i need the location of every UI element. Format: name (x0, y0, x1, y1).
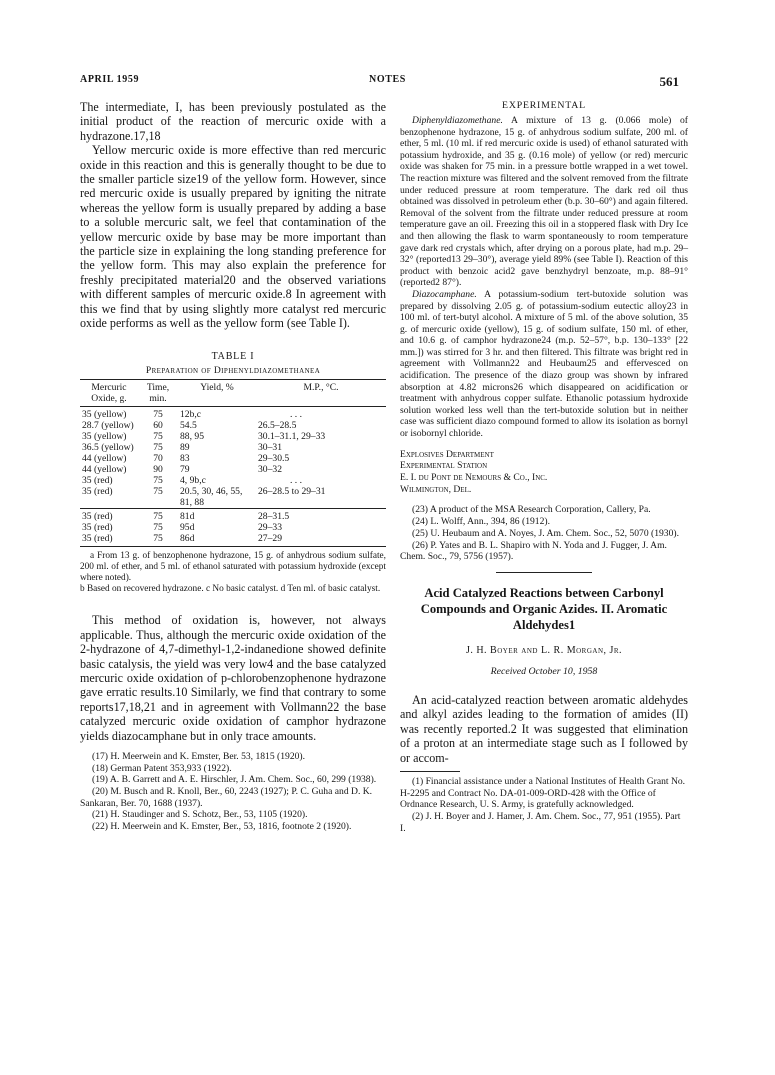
cell-mp: 30.1–31.1, 29–33 (258, 430, 326, 442)
article-title: Acid Catalyzed Reactions between Carbonyl Compounds and Organic Azides. II. Aromatic Aldehydes1 (420, 585, 668, 632)
article-divider (496, 572, 592, 573)
cell-yield: 89 (180, 441, 190, 453)
left-references (80, 751, 386, 833)
cell-time: 75 (153, 408, 163, 420)
footnote-1: (1) Financial assistance under a National Institutes of Health Grant No. H-2295 and Contract No. DA-01-009-ORD-428 with the Office of Ordnance Research, U. S. Army, is gratefully acknowledged. (400, 775, 686, 811)
cell-mp: 29–30.5 (258, 452, 290, 464)
procedure-diazocamphane: A potassium-sodium tert-butoxide solution was prepared by dissolving 2.05 g. of potassium-sodium eutectic alloy23 in 100 ml. of tert-butyl alcohol. A mixture of 5 ml. of the above solution, 35 g. of mercuric oxide (yellow), 15 g. of sodium sulfate, 150 ml. of ether, and 10.6 g. of camphor hydrazone24 (m.p. 52–57°, b.p. 130–133° [22 mm.]) was stirred for 3 hr. and then filtered. This filtrate was bright red in agreement with Vollmann22 and Heubaum25 and effervesced on acidification. The presence of the diazo group was shown by infrared absorption at 4.82 microns26 which disappeared on acidification or treatment with anhydrous copper sulfate. Ethanolic potassium hydroxide solution worked less well than the tert-butoxide solution but in neither case was sufficient diazo compound formed to allow its isolation as bornyl or isobornyl chloride. (400, 288, 688, 440)
cell-mp: 27–29 (256, 533, 386, 547)
cell-time: 75 (153, 474, 163, 486)
article-body: An acid-catalyzed reaction between aromatic aldehydes and alkyl azides leading to the formation of amides (II) was recently reported.2 It was suggested that elimination of a proton at an intermediate stage such as I followed by or accom- (400, 692, 688, 765)
cell-time: 75 (138, 508, 178, 522)
cell-oxide: 28.7 (yellow) (82, 419, 134, 431)
table-footnotes (80, 551, 386, 596)
author-affiliation (400, 449, 688, 496)
paragraph-oxidation-method: This method of oxidation is, however, not always applicable. Thus, although the mercuric oxide oxidation of the 2-hydrazone of 4,7-dimethyl-1,2-indanedione showed definite basic catalysis, the yield was very low4 and the base catalyzed mercuric oxide oxidation of p-chlorobenzophenone hydrazone gave erratic results.10 Similarly, we find that contrary to some reports17,18,21 and in agreement with Vollmann22 the base catalyzed mercuric oxide oxidation of camphor hydrazone yields diazocamphane but in only trace amounts. (80, 613, 386, 743)
table-subtitle: Preparation of Diphenyldiazomethanea (145, 364, 321, 376)
cell-mp: 28–31.5 (256, 508, 386, 522)
reference-23: (23) A product of the MSA Research Corporation, Callery, Pa. (412, 504, 651, 516)
col-header-mercuric-oxide: Mercuric Oxide, g. (80, 379, 138, 406)
article-authors: J. H. Boyer and L. R. Morgan, Jr. (465, 644, 623, 656)
cell-oxide: 35 (red) (80, 508, 138, 522)
subheading-diazocamphane: Diazocamphane. (412, 288, 477, 300)
cell-time: 90 (153, 463, 163, 475)
table-row (80, 508, 386, 522)
cell-oxide: 36.5 (yellow) (82, 441, 134, 453)
page-number: 561 (659, 74, 679, 89)
paragraph-intermediate: The intermediate, I, has been previously postulated as the initial product of the reaction of mercuric oxide with a hydrazone.17,18 (80, 100, 386, 143)
reference-19: (19) A. B. Garrett and A. E. Hirschler, J. Am. Chem. Soc., 60, 299 (1938). (92, 774, 377, 786)
table-row (80, 464, 386, 475)
cell-mp: 29–33 (258, 521, 282, 533)
article-footnotes (400, 776, 688, 835)
reference-25: (25) U. Heubaum and A. Noyes, J. Am. Chem. Soc., 52, 5070 (1930). (412, 527, 679, 539)
cell-oxide: 44 (yellow) (82, 463, 127, 475)
cell-time: 75 (153, 521, 163, 533)
cell-yield: 83 (180, 452, 190, 464)
table-footnote-a: a From 13 g. of benzophenone hydrazone, 15 g. of anhydrous sodium sulfate, 200 ml. of ether, and 5 ml. of ethanol saturated with potassium hydroxide (except where noted). (80, 550, 386, 583)
right-column (400, 100, 688, 835)
running-head-date: APRIL 1959 (80, 74, 140, 85)
cell-mp: 26.5–28.5 (258, 419, 297, 431)
affiliation-line: Experimental Station (400, 460, 488, 472)
cell-yield: 79 (180, 463, 190, 475)
affiliation-line: Explosives Department (400, 448, 494, 460)
table-row (80, 486, 386, 509)
cell-oxide: 35 (red) (82, 485, 113, 497)
cell-yield: 12b,c (180, 408, 202, 420)
received-date: Received October 10, 1958 (490, 665, 598, 677)
procedure-diphenyldiazomethane: A mixture of 13 g. (0.066 mole) of benzophenone hydrazone, 15 g. of anhydrous sodium sulfate, 200 ml. of ether, 5 ml. (10 ml. if red mercuric oxide is used) of ethanol saturated with potassium hydroxide, and 35 g. (0.16 mole) of yellow (or red) mercuric oxide was shaken for 75 min. in a pressure bottle wrapped in a wet towel. The reaction mixture was filtered and the solvent removed from the filtrate under reduced pressure at room temperature. The dark red oil thus obtained was dissolved in petroleum ether (b.p. 30–60°) and again filtered. Removal of the solvent from the filtrate under reduced pressure at room temperature gave an oil. Freezing this oil in a stoppered flask with Dry Ice and then allowing the flask to warm spontaneously to room temperature gave dark red crystals which, after drying on a porous plate, had m.p. 29–32° (reported13 29–30°), average yield 89% (see Table I). Reaction of this product with benzoic acid2 gave benzhydryl benzoate, m.p. 88–91° (reported2 87°). (400, 115, 688, 289)
paragraph-mercuric-oxide: Yellow mercuric oxide is more effective than red mercuric oxide in this reaction and this is generally thought to be due to the smaller particle size19 of the yellow form. However, since red mercuric oxide is usually prepared by igniting the nitrate whereas the yellow form is usually prepared by adding a base to a soluble mercuric salt, we feel that contamination of the yellow mercuric oxide by base may be more important than the particle size in explaining the long standing preference for the yellow form. This may also explain the preference for freshly precipitated material20 and the observed variations with different samples of mercuric oxide.8 In agreement with this we find that by using slightly more catalyst red mercuric oxide performs as well as the yellow form (see Table I). (80, 143, 386, 331)
reference-24: (24) L. Wolff, Ann., 394, 86 (1912). (412, 516, 550, 528)
reference-17: (17) H. Meerwein and K. Emster, Ber. 53, 1815 (1920). (92, 750, 306, 762)
preparation-table (80, 379, 386, 547)
table-row (80, 522, 386, 533)
cell-mp: . . . (290, 474, 302, 486)
cell-mp: 30–32 (258, 463, 282, 475)
left-column (80, 100, 386, 833)
cell-mp: . . . (290, 408, 302, 420)
col-header-mp: M.P., °C. (256, 379, 386, 406)
right-references (400, 504, 688, 563)
reference-26: (26) P. Yates and B. L. Shapiro with N. Yoda and J. Fugger, J. Am. Chem. Soc., 79, 5756 (1957). (400, 539, 667, 563)
subheading-diphenyldiazomethane: Diphenyldiazomethane. (412, 115, 503, 126)
cell-time: 75 (138, 533, 178, 547)
cell-time: 75 (153, 430, 163, 442)
cell-yield: 95d (180, 521, 195, 533)
cell-yield: 81d (178, 508, 256, 522)
cell-yield: 4, 9b,c (180, 474, 206, 486)
cell-oxide: 35 (yellow) (82, 408, 127, 420)
experimental-diphenyldiazomethane (400, 115, 688, 289)
experimental-diazocamphane (400, 289, 688, 440)
cell-yield: 20.5, 30, 46, 55, 81, 88 (180, 485, 243, 508)
experimental-heading: EXPERIMENTAL (502, 100, 586, 111)
cell-mp: 30–31 (258, 441, 282, 453)
cell-time: 75 (153, 485, 163, 497)
cell-mp: 26–28.5 to 29–31 (258, 485, 326, 497)
cell-oxide: 35 (red) (82, 474, 113, 486)
footnote-rule (400, 771, 460, 772)
cell-yield: 88, 95 (180, 430, 204, 442)
cell-yield: 54.5 (180, 419, 197, 431)
col-header-time: Time, min. (138, 379, 178, 406)
table-row (80, 533, 386, 547)
col-header-yield: Yield, % (178, 379, 256, 406)
cell-oxide: 35 (red) (82, 521, 113, 533)
cell-time: 75 (153, 441, 163, 453)
affiliation-line: Wilmington, Del. (400, 483, 472, 495)
table-footnote-bcd: b Based on recovered hydrazone. c No basic catalyst. d Ten ml. of basic catalyst. (80, 584, 381, 595)
table-row (80, 442, 386, 453)
cell-oxide: 35 (yellow) (82, 430, 127, 442)
cell-yield: 86d (178, 533, 256, 547)
cell-time: 60 (153, 419, 163, 431)
reference-21: (21) H. Staudinger and S. Schotz, Ber., 53, 1105 (1920). (92, 809, 308, 821)
table-row (80, 453, 386, 464)
table-row (80, 475, 386, 486)
running-head-section: NOTES (369, 74, 406, 85)
table-title: TABLE I (211, 350, 255, 362)
cell-oxide: 35 (red) (80, 533, 138, 547)
reference-20: (20) M. Busch and R. Knoll, Ber., 60, 2243 (1927); P. C. Guha and D. K. Sankaran, Ber. 70, 1688 (1937). (80, 786, 373, 809)
reference-18: (18) German Patent 353,933 (1922). (92, 762, 232, 774)
table-row (80, 406, 386, 420)
footnote-2: (2) J. H. Boyer and J. Hamer, J. Am. Chem. Soc., 77, 951 (1955). Part I. (400, 811, 681, 834)
affiliation-line: E. I. du Pont de Nemours & Co., Inc. (400, 472, 548, 484)
reference-22: (22) H. Meerwein and K. Emster, Ber., 53, 1816, footnote 2 (1920). (92, 821, 352, 833)
cell-oxide: 44 (yellow) (82, 452, 127, 464)
table-row (80, 420, 386, 431)
table-row (80, 431, 386, 442)
cell-time: 70 (153, 452, 163, 464)
table-header-row (80, 379, 386, 406)
